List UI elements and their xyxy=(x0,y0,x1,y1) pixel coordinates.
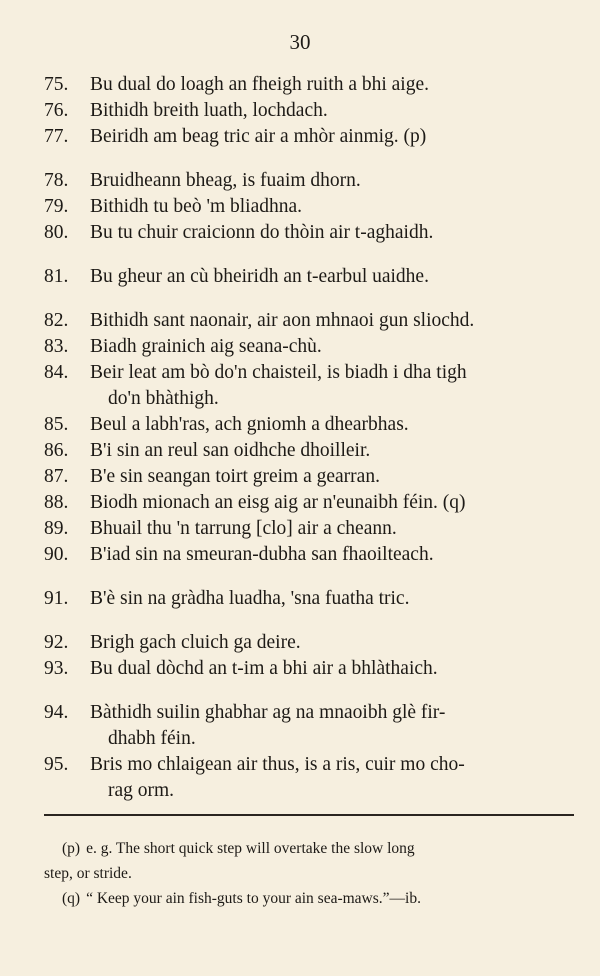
proverb-entry xyxy=(44,124,572,150)
proverb-number: 81. xyxy=(44,266,69,287)
proverb-entry xyxy=(44,360,572,412)
proverb-number: 78. xyxy=(44,170,69,191)
proverb-number: 77. xyxy=(44,126,69,147)
spacer xyxy=(44,246,572,264)
proverb-continuation: dhabh féin. xyxy=(108,728,196,749)
proverb-number: 90. xyxy=(44,544,69,565)
footnotes xyxy=(44,836,574,911)
proverb-text: Beiridh am beag tric air a mhòr ainmig. (p) xyxy=(90,126,427,147)
proverb-entry xyxy=(44,98,572,124)
spacer xyxy=(44,150,572,168)
proverb-entry xyxy=(44,72,572,98)
spacer xyxy=(44,568,572,586)
footnote xyxy=(44,886,574,911)
proverb-entry xyxy=(44,438,572,464)
proverb-continuation: rag orm. xyxy=(108,780,175,801)
proverb-number: 88. xyxy=(44,492,69,513)
proverb-number: 85. xyxy=(44,414,69,435)
spacer xyxy=(44,612,572,630)
footnote-continuation: step, or stride. xyxy=(44,865,132,882)
proverb-entry xyxy=(44,516,572,542)
proverb-text: Bu dual do loagh an fheigh ruith a bhi aige. xyxy=(90,74,430,95)
proverb-text: Beul a labh'ras, ach gniomh a dhearbhas. xyxy=(90,414,409,435)
proverb-text: Bithidh breith luath, lochdach. xyxy=(90,100,328,121)
proverb-text: Bithidh tu beò 'm bliadhna. xyxy=(90,196,303,217)
proverb-text: B'è sin na gràdha luadha, 'sna fuatha tric. xyxy=(90,588,410,609)
proverb-text: Bris mo chlaigean air thus, is a ris, cuir mo cho- xyxy=(90,754,465,775)
proverb-text: B'i sin an reul san oidhche dhoilleir. xyxy=(90,440,371,461)
proverb-number: 93. xyxy=(44,658,69,679)
proverb-text: Biadh grainich aig seana-chù. xyxy=(90,336,322,357)
proverb-list xyxy=(44,72,572,804)
proverb-text: Beir leat am bò do'n chaisteil, is biadh i dha tigh xyxy=(90,362,467,383)
proverb-entry xyxy=(44,630,572,656)
page-number: 30 xyxy=(289,30,311,54)
proverb-number: 75. xyxy=(44,74,69,95)
proverb-number: 91. xyxy=(44,588,69,609)
proverb-number: 82. xyxy=(44,310,69,331)
proverb-entry xyxy=(44,586,572,612)
proverb-number: 76. xyxy=(44,100,69,121)
proverb-number: 95. xyxy=(44,754,69,775)
footnote-rule xyxy=(44,814,574,816)
proverb-number: 94. xyxy=(44,702,69,723)
footnote-mark: (q) xyxy=(62,890,81,907)
proverb-text: Bhuail thu 'n tarrung [clo] air a cheann. xyxy=(90,518,397,539)
proverb-text: Bu tu chuir craicionn do thòin air t-aghaidh. xyxy=(90,222,434,243)
proverb-text: Biodh mionach an eisg aig ar n'eunaibh féin. (q) xyxy=(90,492,466,513)
proverb-text: Bàthidh suilin ghabhar ag na mnaoibh glè fir- xyxy=(90,702,446,723)
proverb-text: Brigh gach cluich ga deire. xyxy=(90,632,301,653)
footnote-text: “ Keep your ain fish-guts to your ain sea-maws.”—ib. xyxy=(86,890,421,907)
proverb-text: Bu gheur an cù bheiridh an t-earbul uaidhe. xyxy=(90,266,429,287)
proverb-text: B'iad sin na smeuran-dubha san fhaoilteach. xyxy=(90,544,434,565)
proverb-continuation: do'n bhàthigh. xyxy=(108,388,219,409)
proverb-number: 86. xyxy=(44,440,69,461)
proverb-text: Bruidheann bheag, is fuaim dhorn. xyxy=(90,170,361,191)
proverb-number: 83. xyxy=(44,336,69,357)
proverb-entry xyxy=(44,264,572,290)
proverb-entry xyxy=(44,220,572,246)
footnote-mark: (p) xyxy=(62,840,81,857)
footnote-text: e. g. The short quick step will overtake the slow long xyxy=(86,840,415,857)
proverb-entry xyxy=(44,194,572,220)
proverb-number: 89. xyxy=(44,518,69,539)
proverb-number: 80. xyxy=(44,222,69,243)
proverb-entry xyxy=(44,752,572,804)
proverb-entry xyxy=(44,412,572,438)
proverb-entry xyxy=(44,490,572,516)
proverb-number: 84. xyxy=(44,362,69,383)
proverb-number: 87. xyxy=(44,466,69,487)
proverb-entry xyxy=(44,700,572,752)
proverb-entry xyxy=(44,308,572,334)
proverb-entry xyxy=(44,334,572,360)
proverb-text: B'e sin seangan toirt greim a gearran. xyxy=(90,466,380,487)
proverb-number: 92. xyxy=(44,632,69,653)
proverb-number: 79. xyxy=(44,196,69,217)
footnote xyxy=(44,836,574,886)
proverb-entry xyxy=(44,464,572,490)
spacer xyxy=(44,682,572,700)
proverb-entry xyxy=(44,168,572,194)
proverb-entry xyxy=(44,542,572,568)
proverb-entry xyxy=(44,656,572,682)
proverb-text: Bu dual dòchd an t-im a bhi air a bhlàthaich. xyxy=(90,658,438,679)
spacer xyxy=(44,290,572,308)
proverb-text: Bithidh sant naonair, air aon mhnaoi gun sliochd. xyxy=(90,310,475,331)
